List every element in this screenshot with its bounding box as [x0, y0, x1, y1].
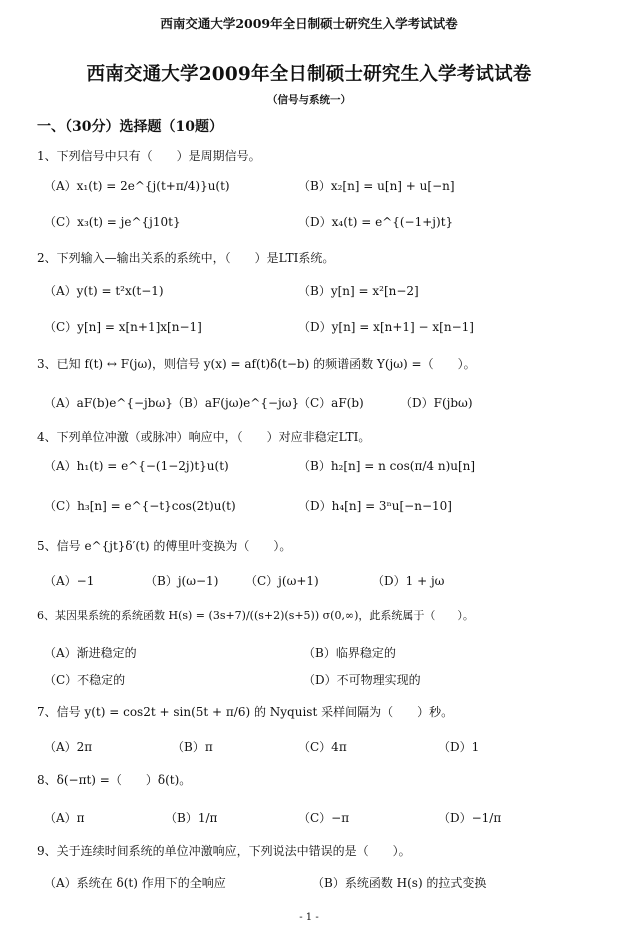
question-3-option-b: （B）aF(jω)e^{−jω}: [172, 396, 300, 410]
question-1-option-b: （B）x₂[n] = u[n] + u[−n]: [298, 179, 455, 193]
question-5-option-d: （D）1 + jω: [372, 574, 445, 588]
question-4-option-c: （C）h₃[n] = e^{−t}cos(2t)u(t): [44, 499, 236, 513]
question-2-option-b: （B）y[n] = x²[n−2]: [298, 284, 419, 298]
question-9-option-a: （A）系统在 δ(t) 作用下的全响应: [44, 876, 226, 890]
question-8-option-d: （D）−1/π: [438, 811, 502, 825]
page-number: - 1 -: [299, 912, 319, 923]
question-6-stem: 6、某因果系统的系统函数 H(s) = (3s+7)/((s+2)(s+5)) σ(0,∞)，此系统属于（ ）。: [37, 609, 474, 622]
question-6-option-c: （C）不稳定的: [44, 673, 126, 687]
question-7-option-a: （A）2π: [44, 740, 93, 754]
question-8-option-b: （B）1/π: [165, 811, 218, 825]
question-8-option-c: （C）−π: [298, 811, 350, 825]
question-7-option-c: （C）4π: [298, 740, 347, 754]
question-4-stem: 4、下列单位冲激（或脉冲）响应中，（ ）对应非稳定LTI。: [37, 430, 371, 444]
exam-title: 西南交通大学2009年全日制硕士研究生入学考试试卷: [86, 64, 532, 85]
question-1-option-c: （C）x₃(t) = je^{j10t}: [44, 215, 181, 229]
question-3-stem: 3、已知 f(t) ↔ F(jω)，则信号 y(x) = af(t)δ(t−b) 的频谱函数 Y(jω) =（ ）。: [37, 357, 476, 371]
question-7-stem: 7、信号 y(t) = cos2t + sin(5t + π/6) 的 Nyquist 采样间隔为（ ）秒。: [37, 705, 454, 719]
question-5-stem: 5、信号 e^{jt}δ′(t) 的傅里叶变换为（ ）。: [37, 539, 292, 553]
question-8-option-a: （A）π: [44, 811, 85, 825]
question-3-option-d: （D）F(jbω): [400, 396, 473, 410]
question-2-option-a: （A）y(t) = t²x(t−1): [44, 284, 164, 298]
section-heading: 一、（30分）选择题（10题）: [37, 119, 223, 135]
question-4-option-a: （A）h₁(t) = e^{−(1−2j)t}u(t): [44, 459, 229, 473]
question-7-option-b: （B）π: [172, 740, 213, 754]
question-4-option-b: （B）h₂[n] = n cos(π/4 n)u[n]: [298, 459, 476, 473]
question-3-option-c: （C）aF(b): [298, 396, 364, 410]
question-4-option-d: （D）h₄[n] = 3ⁿu[−n−10]: [298, 499, 452, 513]
question-9-option-b: （B）系统函数 H(s) 的拉式变换: [312, 876, 487, 890]
question-1-option-a: （A）x₁(t) = 2e^{j(t+π/4)}u(t): [44, 179, 230, 193]
question-8-stem: 8、δ(−πt) =（ ）δ(t)。: [37, 773, 192, 787]
question-1-option-d: （D）x₄(t) = e^{(−1+j)t}: [298, 215, 454, 229]
question-7-option-d: （D）1: [438, 740, 480, 754]
question-2-option-d: （D）y[n] = x[n+1] − x[n−1]: [298, 320, 474, 334]
question-3-option-a: （A）aF(b)e^{−jbω}: [44, 396, 173, 410]
exam-subtitle: （信号与系统一）: [267, 94, 351, 106]
question-6-option-b: （B）临界稳定的: [303, 646, 396, 660]
question-2-option-c: （C）y[n] = x[n+1]x[n−1]: [44, 320, 202, 334]
question-5-option-b: （B）j(ω−1): [145, 574, 219, 588]
question-6-option-d: （D）不可物理实现的: [303, 673, 421, 687]
question-9-stem: 9、关于连续时间系统的单位冲激响应，下列说法中错误的是（ ）。: [37, 844, 411, 858]
page-header: 西南交通大学2009年全日制硕士研究生入学考试试卷: [160, 16, 458, 31]
question-5-option-c: （C）j(ω+1): [245, 574, 319, 588]
question-2-stem: 2、下列输入—输出关系的系统中，（ ）是LTI系统。: [37, 251, 335, 265]
question-1-stem: 1、下列信号中只有（ ）是周期信号。: [37, 149, 261, 163]
question-5-option-a: （A）−1: [44, 574, 95, 588]
question-6-option-a: （A）渐进稳定的: [44, 646, 137, 660]
